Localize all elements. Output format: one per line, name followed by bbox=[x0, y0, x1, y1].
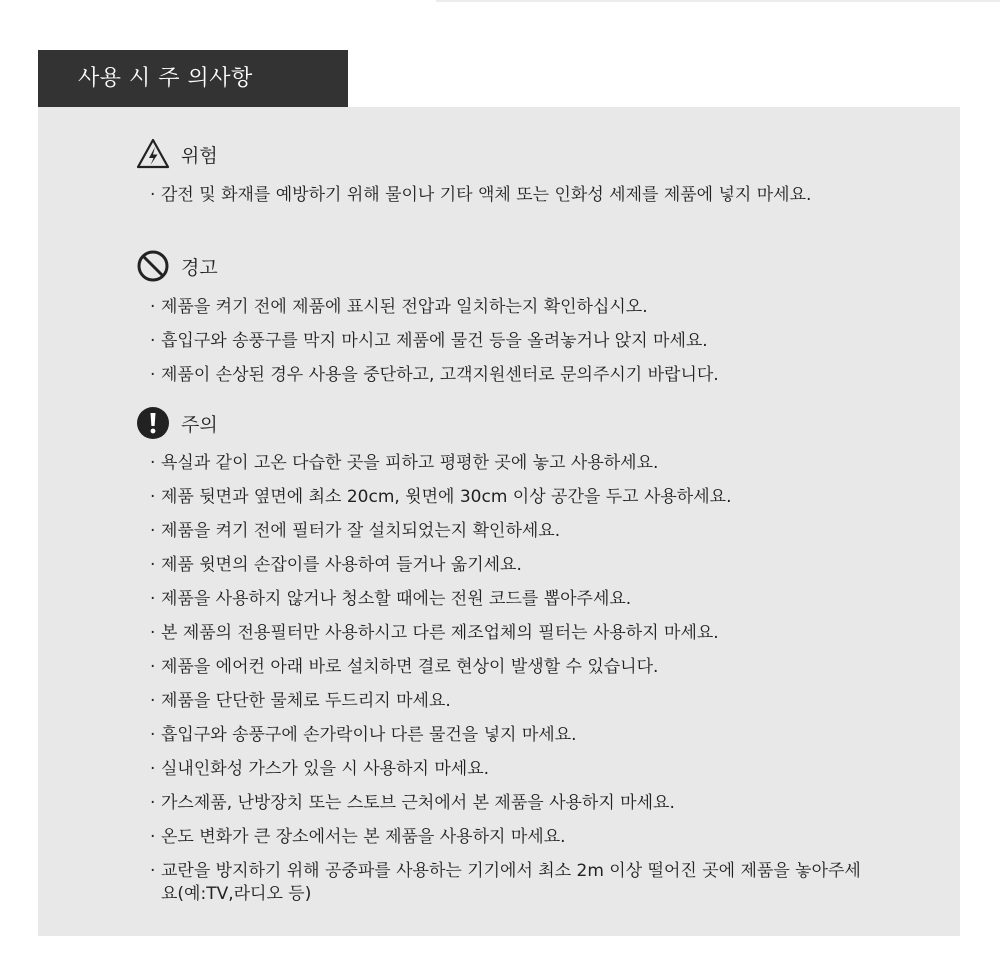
page-title: 사용 시 주 의사항 bbox=[38, 50, 348, 107]
list-item: · 제품을 사용하지 않거나 청소할 때에는 전원 코드를 뽑아주세요. bbox=[150, 588, 861, 611]
danger-heading bbox=[135, 136, 218, 172]
list-item: · 본 제품의 전용필터만 사용하시고 다른 제조업체의 필터는 사용하지 마세요. bbox=[150, 622, 861, 645]
list-item: · 감전 및 화재를 예방하기 위해 물이나 기타 액체 또는 인화성 세제를 제품에 넣지 마세요. bbox=[150, 184, 861, 207]
list-item: · 교란을 방지하기 위해 공중파를 사용하는 기기에서 최소 2m 이상 떨어진 곳에 제품을 놓아주세요(예:TV,라디오 등) bbox=[150, 860, 861, 906]
list-item: · 흡입구와 송풍구에 손가락이나 다른 물건을 넣지 마세요. bbox=[150, 724, 861, 747]
list-item: · 가스제품, 난방장치 또는 스토브 근처에서 본 제품을 사용하지 마세요. bbox=[150, 792, 861, 815]
warning-list bbox=[150, 296, 861, 398]
top-divider bbox=[436, 0, 1000, 2]
list-item: · 흡입구와 송풍구를 막지 마시고 제품에 물건 등을 올려놓거나 앉지 마세요. bbox=[150, 330, 861, 353]
warning-heading bbox=[135, 248, 218, 284]
caution-heading bbox=[135, 405, 218, 441]
list-item: · 제품 뒷면과 옆면에 최소 20cm, 윗면에 30cm 이상 공간을 두고 사용하세요. bbox=[150, 486, 861, 509]
exclamation-circle-icon bbox=[135, 405, 171, 441]
list-item: · 제품을 에어컨 아래 바로 설치하면 결로 현상이 발생할 수 있습니다. bbox=[150, 656, 861, 679]
warning-triangle-icon bbox=[135, 136, 171, 172]
caution-heading-label: 주의 bbox=[181, 413, 218, 436]
danger-heading-label: 위험 bbox=[181, 144, 218, 167]
list-item: · 제품을 켜기 전에 제품에 표시된 전압과 일치하는지 확인하십시오. bbox=[150, 296, 861, 319]
list-item: · 제품을 단단한 물체로 두드리지 마세요. bbox=[150, 690, 861, 713]
list-item: · 실내인화성 가스가 있을 시 사용하지 마세요. bbox=[150, 758, 861, 781]
prohibited-icon bbox=[135, 248, 171, 284]
list-item: · 제품 윗면의 손잡이를 사용하여 들거나 옮기세요. bbox=[150, 554, 861, 577]
list-item: · 제품을 켜기 전에 필터가 잘 설치되었는지 확인하세요. bbox=[150, 520, 861, 543]
list-item: · 온도 변화가 큰 장소에서는 본 제품을 사용하지 마세요. bbox=[150, 826, 861, 849]
list-item: · 욕실과 같이 고온 다습한 곳을 피하고 평평한 곳에 놓고 사용하세요. bbox=[150, 452, 861, 475]
danger-list bbox=[150, 184, 861, 218]
caution-list bbox=[150, 452, 861, 917]
list-item: · 제품이 손상된 경우 사용을 중단하고, 고객지원센터로 문의주시기 바랍니다. bbox=[150, 364, 861, 387]
warning-heading-label: 경고 bbox=[181, 256, 218, 279]
